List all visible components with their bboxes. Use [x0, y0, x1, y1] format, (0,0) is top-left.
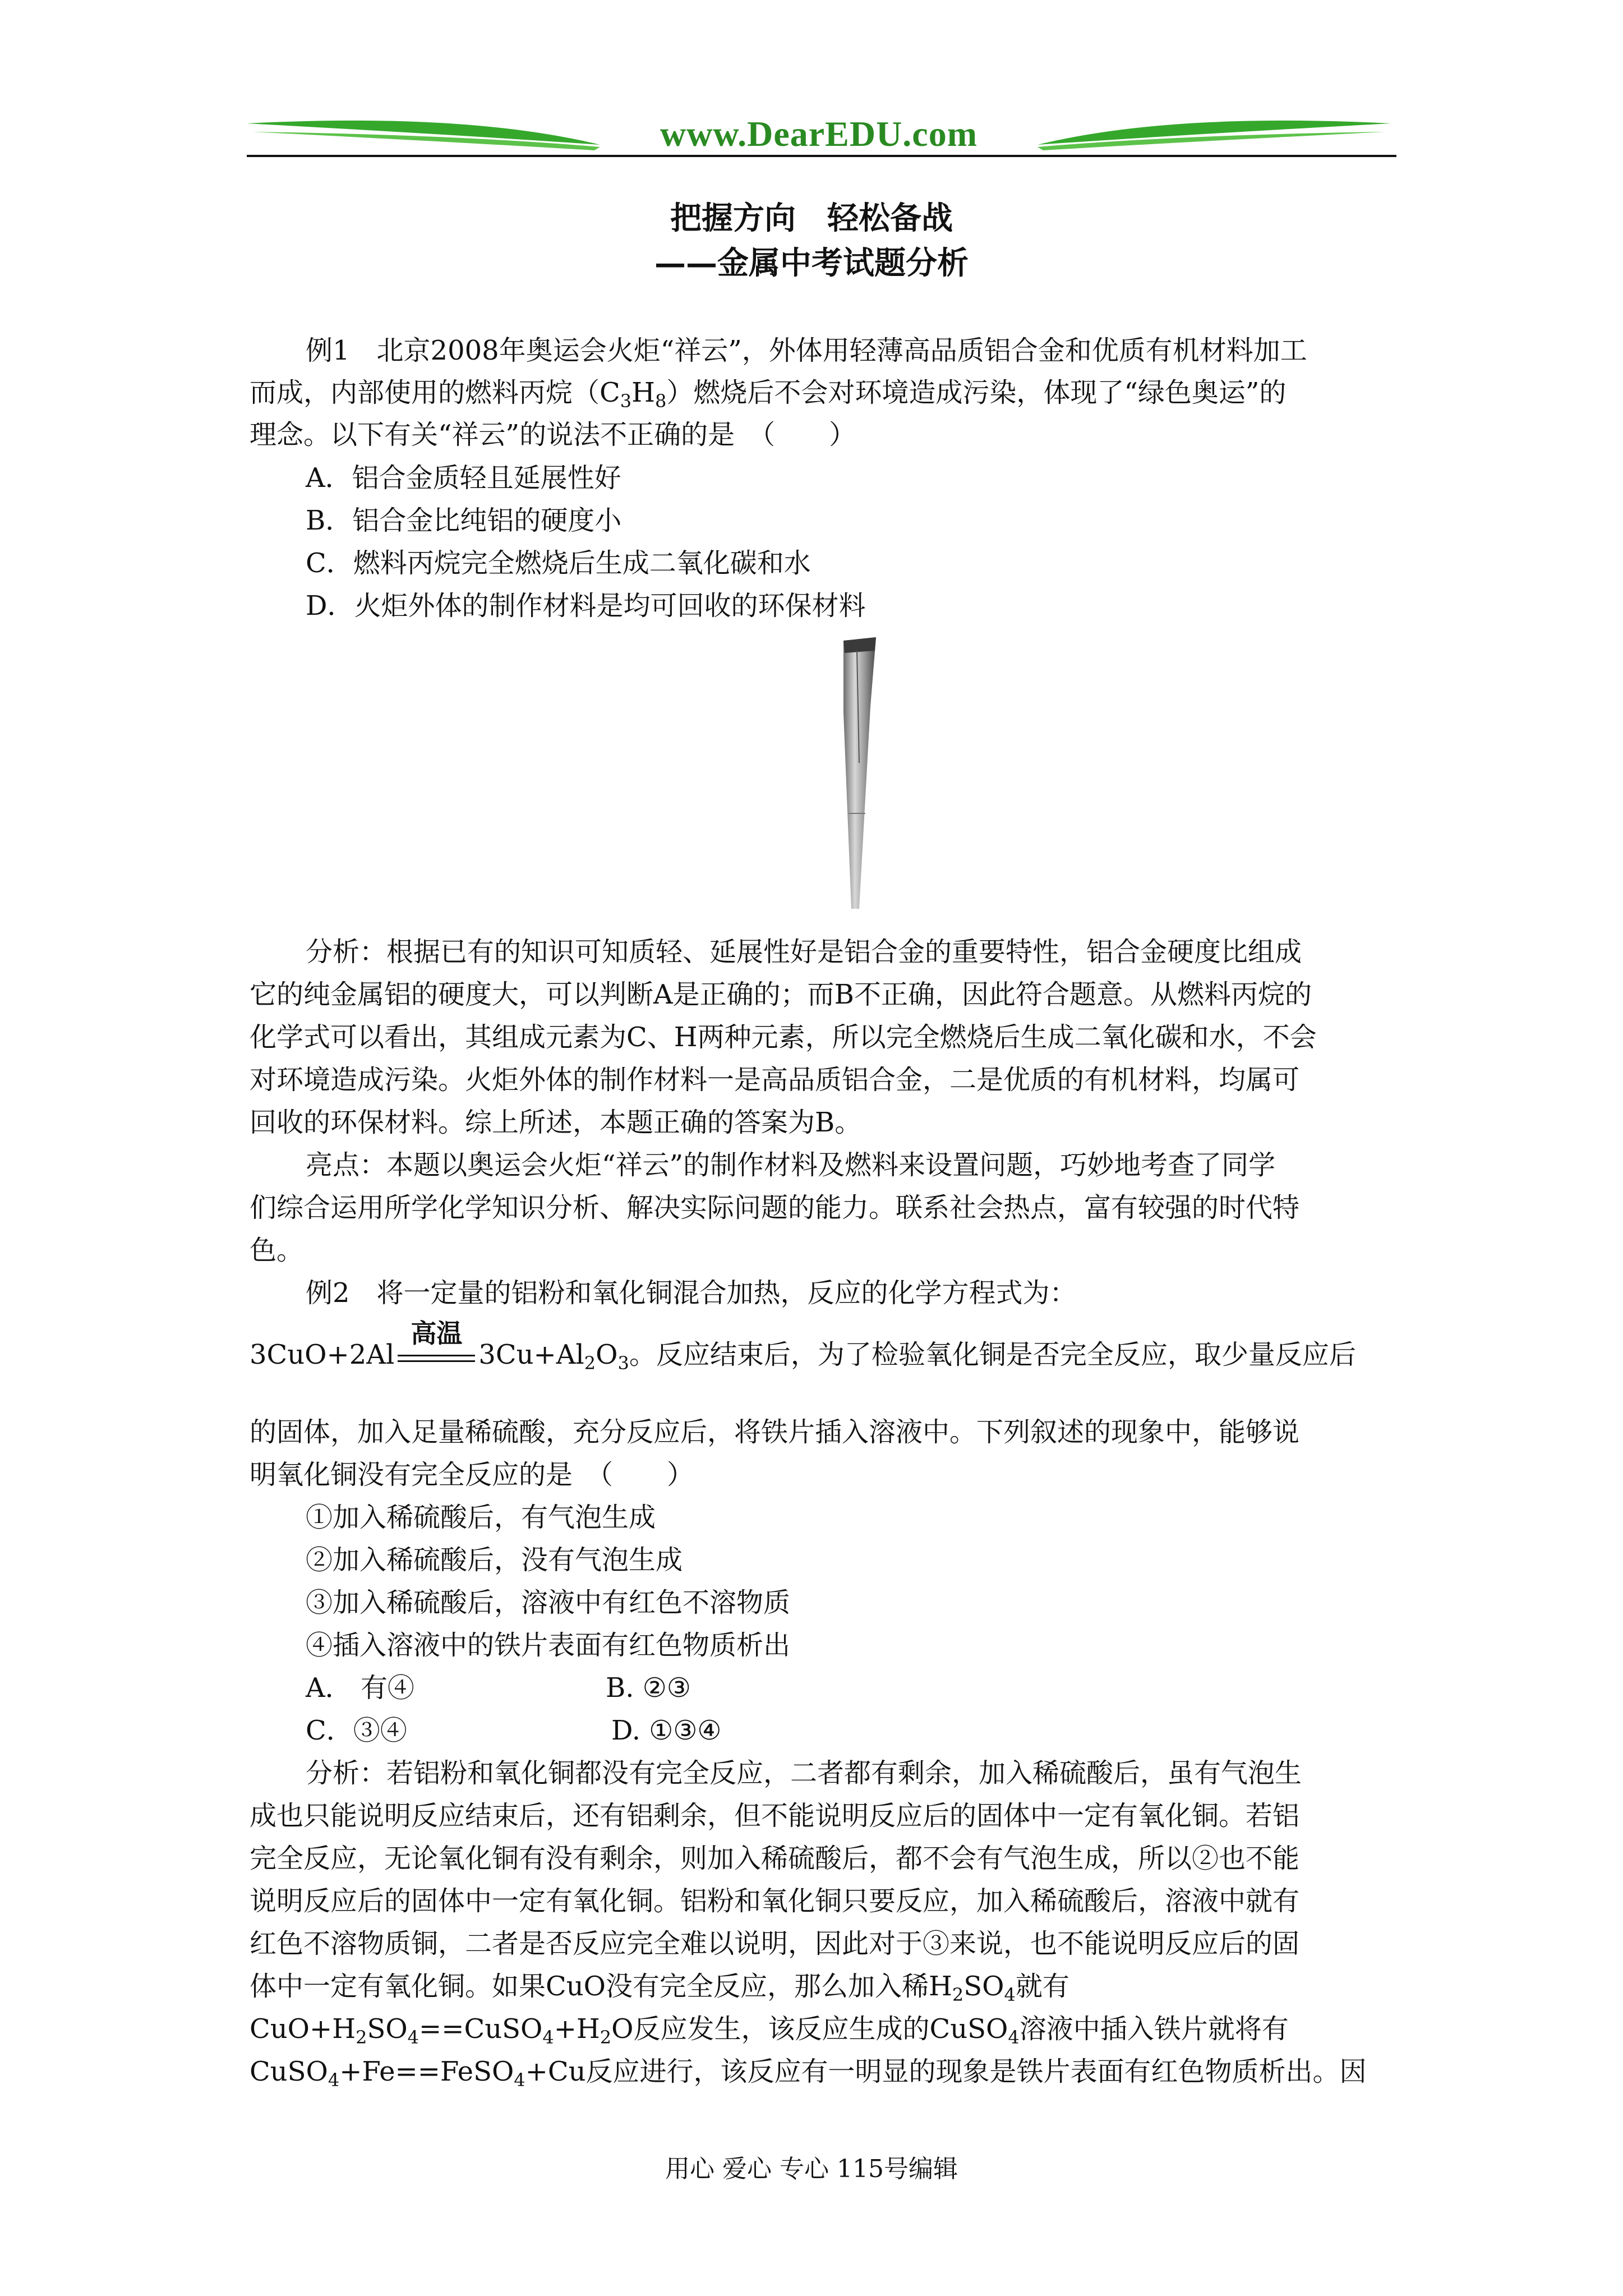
- page-title: 把握方向 轻松备战: [670, 200, 953, 237]
- analysis1-line3: 化学式可以看出，其组成元素为C、H两种元素，所以完全燃烧后生成二氧化碳和水，不会: [250, 1022, 1317, 1053]
- example2-option-b: B. ②③: [606, 1672, 691, 1704]
- highlight1-line2: 们综合运用所学化学知识分析、解决实际问题的能力。联系社会热点，富有较强的时代特: [250, 1192, 1300, 1223]
- example2-statement-2: ②加入稀硫酸后，没有气泡生成: [306, 1544, 683, 1576]
- analysis1-line2: 它的纯金属铝的硬度大，可以判断A是正确的；而B不正确，因此符合题意。从燃料丙烷的: [250, 979, 1312, 1010]
- example2-statement-3: ③加入稀硫酸后，溶液中有红色不溶物质: [306, 1587, 791, 1618]
- analysis2-line3: 完全反应，无论氧化铜有没有剩余，则加入稀硫酸后，都不会有气泡生成，所以②也不能: [250, 1843, 1300, 1874]
- example2-statement-4: ④插入溶液中的铁片表面有红色物质析出: [306, 1630, 791, 1661]
- analysis2-line4: 说明反应后的固体中一定有氧化铜。铝粉和氧化铜只要反应，加入稀硫酸后，溶液中就有: [250, 1885, 1300, 1917]
- example1-line1: 例1 北京2008年奥运会火炬“祥云”，外体用轻薄高品质铝合金和优质有机材料加工: [306, 335, 1307, 366]
- example1-option-d: D．火炬外体的制作材料是均可回收的环保材料: [306, 590, 866, 622]
- example2-option-c: C．③④: [306, 1715, 407, 1746]
- example2-line4: 明氧化铜没有完全反应的是 （ ）: [250, 1459, 694, 1490]
- example1-option-b: B．铝合金比纯铝的硬度小: [306, 505, 622, 536]
- example2-option-d: D. ①③④: [611, 1715, 722, 1746]
- analysis2-line8: CuSO$_4$+Fe==FeSO$_4$+Cu反应进行，该反应有一明显的现象是铁片表面有红色物质析出。因: [250, 2056, 1367, 2091]
- example2-line3: 的固体，加入足量稀硫酸，充分反应后，将铁片插入溶液中。下列叙述的现象中，能够说: [250, 1416, 1300, 1448]
- example1-option-a: A．铝合金质轻且延展性好: [306, 462, 621, 494]
- example2-equation-line: 3CuO+2Al 高温 $3Cu+Al_2O_3$。反应结束后，为了检验氧化铜是否完全反应，取少量反应后: [250, 1318, 1356, 1374]
- analysis2-line1: 分析：若铝粉和氧化铜都没有完全反应，二者都有剩余，加入稀硫酸后，虽有气泡生: [306, 1757, 1302, 1789]
- example2-line1: 例2 将一定量的铝粉和氧化铜混合加热，反应的化学方程式为：: [306, 1277, 1077, 1309]
- highlight1-line3: 色。: [250, 1235, 304, 1266]
- example1-line2: 而成，内部使用的燃料丙烷$(C_3H_8)$燃烧后不会对环境造成污染，体现了“绿色奥运”的: [250, 377, 1287, 412]
- header-divider: [247, 155, 1396, 157]
- page-footer: 用心 爱心 专心 115号编辑: [665, 2155, 958, 2183]
- example1-line3: 理念。以下有关“祥云”的说法不正确的是 （ ）: [250, 419, 856, 450]
- analysis1-line4: 对环境造成污染。火炬外体的制作材料一是高品质铝合金，二是优质的有机材料，均属可: [250, 1064, 1300, 1096]
- highlight1-line1: 亮点：本题以奥运会火炬“祥云”的制作材料及燃料来设置问题，巧妙地考查了同学: [306, 1149, 1276, 1181]
- analysis2-line5: 红色不溶物质铜，二者是否反应完全难以说明，因此对于③来说，也不能说明反应后的固: [250, 1928, 1300, 1959]
- example2-option-a: A． 有④: [306, 1672, 414, 1704]
- page-subtitle: ——金属中考试题分析: [654, 245, 969, 282]
- example2-statement-1: ①加入稀硫酸后，有气泡生成: [306, 1502, 656, 1533]
- analysis2-line7: $CuO+H_2SO_4==CuSO_4+H_2O$反应发生，该反应生成的CuSO$_4$溶液中插入铁片就将有: [250, 2013, 1289, 2048]
- analysis2-line2: 成也只能说明反应结束后，还有铝剩余，但不能说明反应后的固体中一定有氧化铜。若铝: [250, 1800, 1300, 1832]
- site-logo-text: www.DearEDU.com: [660, 114, 978, 154]
- analysis1-line1: 分析：根据已有的知识可知质轻、延展性好是铝合金的重要特性，铝合金硬度比组成: [306, 936, 1302, 968]
- example1-option-c: C．燃料丙烷完全燃烧后生成二氧化碳和水: [306, 547, 811, 579]
- site-header-banner: [241, 101, 1396, 163]
- analysis2-line6: 体中一定有氧化铜。如果CuO没有完全反应，那么加入稀$H_2SO_4$就有: [250, 1971, 1069, 2005]
- olympic-torch-image: [785, 628, 931, 926]
- analysis1-line5: 回收的环保材料。综上所述，本题正确的答案为B。: [250, 1107, 862, 1138]
- reaction-condition-sign: 高温: [394, 1338, 478, 1372]
